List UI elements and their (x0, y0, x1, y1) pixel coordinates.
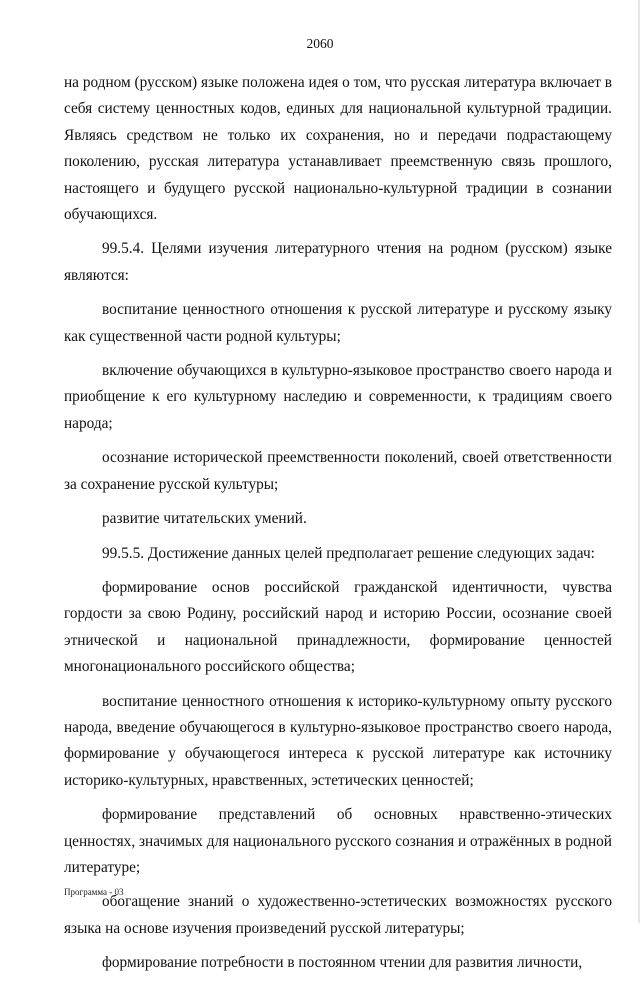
paragraph-task-2: воспитание ценностного отношения к историко-культурному опыту русского народа, введение обучающегося в культурно-языковое пространство своего народа, формирование у обучающегося интереса к русской литературе как источнику историко-культурных, нравственных, эстетических ценностей; (64, 692, 612, 789)
page-number: 2060 (306, 36, 334, 51)
paragraph-goal-3: осознание исторической преемственности поколений, своей ответственности за сохранение русской культуры; (64, 449, 612, 493)
paragraph-intro-continuation: на родном (русском) языке положена идея о том, что русская литература включает в себя систему ценностных кодов, единых для национальной культурной традиции. Являясь средством не только их сохранения, но и передачи подрастающему поколению, русская литература устанавливает преемственную связь прошлого, настоящего и будущего русской национально-культурной традиции в сознании обучающихся. (64, 74, 612, 224)
paragraph-goal-2: включение обучающихся в культурно-языковое пространство своего народа и приобщение к его культурному наследию и современности, к традициям своего народа; (64, 362, 612, 432)
body-text (64, 70, 612, 985)
page-footer: Программа - 03 (64, 887, 124, 897)
paragraph-section-99-5-5: 99.5.5. Достижение данных целей предполагает решение следующих задач: (102, 544, 595, 562)
paragraph-section-99-5-4: 99.5.4. Целями изучения литературного чтения на родном (русском) языке являются: (64, 240, 612, 284)
paragraph-goal-1: воспитание ценностного отношения к русской литературе и русскому языку как существенной части родной культуры; (64, 301, 612, 345)
paragraph-task-1: формирование основ российской гражданской идентичности, чувства гордости за свою Родину, российский народ и историю России, осознание своей этнической и национальной принадлежности, формирование ценностей многонационального российского общества; (64, 578, 612, 676)
paragraph-task-5: формирование потребности в постоянном чтении для развития личности, (102, 954, 583, 972)
paragraph-task-3: формирование представлений об основных нравственно-этических ценностях, значимых для национального русского сознания и отражённых в родной литературе; (64, 806, 612, 876)
paragraph-task-4: обогащение знаний о художественно-эстетических возможностях русского языка на основе изучения произведений русской литературы; (64, 893, 612, 937)
paragraph-goal-4: развитие читательских умений. (102, 510, 307, 528)
